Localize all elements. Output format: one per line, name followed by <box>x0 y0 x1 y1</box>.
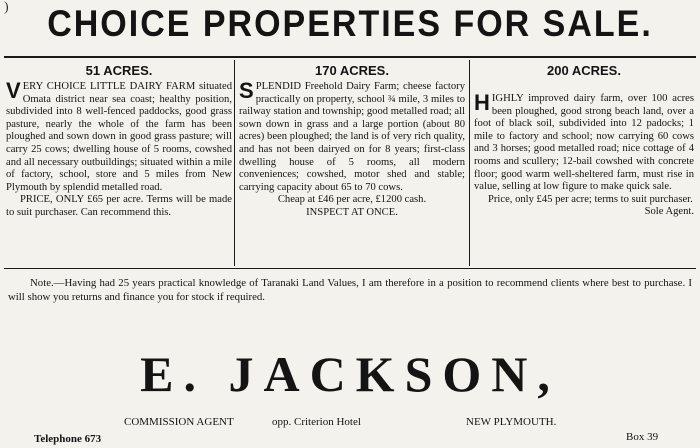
column-divider <box>234 60 235 266</box>
listing-170-acres <box>239 63 465 220</box>
listing-description: IGHLY improved dairy farm, over 100 acres been ploughed, good strong beach land, over a foot of black soil, subdivided into 12 padocks; 1 mile to factory and school; now carrying 60 cows and 3 horses; good metalled road; nice cottage of 4 rooms and scullery; 12-bail cowshed with concrete floor; good warm well-sheltered farm, must rise in value, selling at low figure to make quick sale. <box>474 93 694 193</box>
listing-description: PLENDID Freehold Dairy Farm; cheese factory practically on property, school ¾ mile, 3 miles to railway station and township; good metalled road; all sown down in grass and a large portion (about 80 acres) been ploughed; the land is of very rich quality, and has not been dairyed on for 8 years; first-class dwelling house of 5 rooms, all modern conveniences; cowshed, motor shed and stable; carrying capacity about 65 to 70 cows. <box>239 81 465 193</box>
box-number: Box 39 <box>626 431 659 443</box>
top-rule <box>4 56 696 58</box>
corner-mark: ) <box>4 0 9 15</box>
telephone-number: Telephone 673 <box>34 433 102 445</box>
agent-note: Note.—Having had 25 years practical knowledge of Taranaki Land Values, I am therefore in a position to recommend clients where best to purchase. I will show you returns and finance you for stock if required. <box>8 277 692 303</box>
listing-price: PRICE, ONLY £65 per acre. Terms will be made to suit purchaser. Can recommend this. <box>6 194 232 218</box>
listing-price: Cheap at £46 per acre, £1200 cash. <box>277 194 427 206</box>
listing-call-to-action: INSPECT AT ONCE. <box>306 206 398 218</box>
listing-body <box>474 90 694 219</box>
page-title: CHOICE PROPERTIES FOR SALE. <box>47 3 653 45</box>
agent-town: NEW PLYMOUTH. <box>466 416 557 428</box>
listing-description: ERY CHOICE LITTLE DAIRY FARM situated Omata district near sea coast; healthy position, subdivided into 8 well-fenced paddocks, good grass pasture, nearly the whole of the farm has been ploughed and sown down in good grass pasture; will carry 25 cows; dwelling house of 5 rooms, cowshed and all necessary outbuildings; situated within a mile of factory, school, store and 5 miles from New Plymouth by splendid metalled road. <box>6 81 232 193</box>
listing-body <box>239 78 465 220</box>
listing-200-acres <box>474 63 694 219</box>
listing-signoff: Sole Agent. <box>644 206 694 218</box>
listing-heading: 200 ACRES. <box>547 63 621 78</box>
listing-heading: 170 ACRES. <box>315 63 389 78</box>
column-divider <box>469 60 470 266</box>
drop-cap: H <box>474 90 490 115</box>
listing-heading: 51 ACRES. <box>85 63 153 78</box>
bottom-rule <box>4 268 696 269</box>
listing-51-acres <box>6 63 232 220</box>
agent-role: COMMISSION AGENT <box>124 416 234 428</box>
agent-address: opp. Criterion Hotel <box>272 416 361 428</box>
agent-name: E. JACKSON, <box>140 346 560 402</box>
listing-body <box>6 78 232 220</box>
drop-cap: S <box>239 78 254 103</box>
drop-cap: V <box>6 78 21 103</box>
listing-price: Price, only £45 per acre; terms to suit purchaser. <box>488 193 693 205</box>
